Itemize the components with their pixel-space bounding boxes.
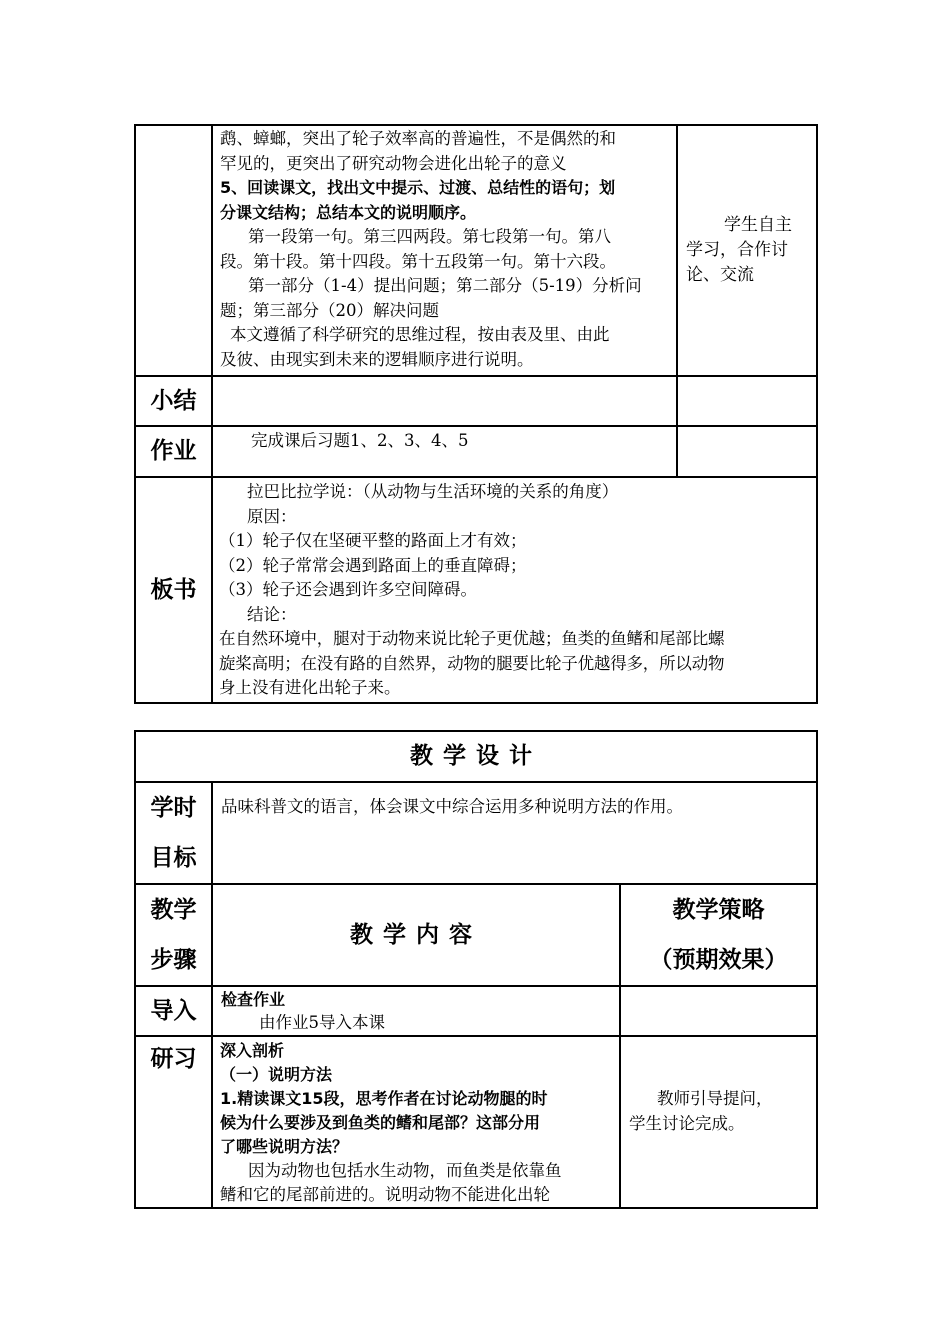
homework-strategy-cell (677, 426, 817, 477)
study-question: 1.精读课文15段，思考作者在讨论动物腿的时 (220, 1089, 548, 1108)
strategy-cell (677, 125, 817, 376)
teaching-design-table (134, 730, 818, 1209)
content-line: 段。第十段。第十四段。第十五段第一句。第十六段。 (220, 251, 616, 271)
steps-label (135, 884, 212, 986)
strategy-header (620, 884, 817, 986)
board-line: 原因： (247, 506, 297, 526)
homework-cell (212, 426, 677, 477)
content-line: 及彼、由现实到未来的逻辑顺序进行说明。 (220, 349, 534, 369)
goal-text: 品味科普文的语言，体会课文中综合运用多种说明方法的作用。 (221, 797, 683, 816)
content-line: 第一部分（1-4）提出问题；第二部分（5-19）分析问 (248, 276, 642, 295)
board-cell (212, 477, 817, 703)
lesson-table-continued (134, 124, 818, 704)
task-heading: 分课文结构；总结本文的说明顺序。 (220, 202, 477, 222)
study-cell (212, 1036, 620, 1208)
strategy-line: 学习，合作讨 (686, 240, 788, 260)
study-answer: 因为动物也包括水生动物，而鱼类是依靠鱼 (248, 1161, 562, 1180)
board-line: （3）轮子还会遇到许多空间障碍。 (219, 580, 477, 599)
content-line: 题；第三部分（20）解决问题 (220, 300, 439, 320)
goal-cell (212, 782, 817, 884)
board-line: 在自然环境中，腿对于动物来说比轮子更优越；鱼类的鱼鳍和尾部比螺 (219, 629, 725, 648)
intro-text: 由作业5导入本课 (259, 1013, 385, 1032)
summary-label: 小结 (135, 376, 212, 426)
content-line: 本文遵循了科学研究的思维过程，按由表及里、由此 (230, 325, 610, 344)
strategy-header-line: 教学策略 (672, 897, 765, 923)
study-label: 研习 (135, 1036, 212, 1208)
goal-label-line: 学时 (150, 795, 197, 821)
steps-label-line: 教学 (150, 897, 197, 923)
study-question: 候为什么要涉及到鱼类的鳍和尾部？这部分用 (220, 1113, 541, 1132)
content-cell (212, 125, 677, 376)
summary-cell (212, 376, 677, 426)
content-header: 教学内容 (212, 884, 620, 986)
intro-label: 导入 (135, 986, 212, 1036)
strategy-line: 学生自主 (724, 215, 792, 235)
content-line: 罕见的，更突出了研究动物会进化出轮子的意义 (220, 153, 567, 173)
task-heading: 5、回读课文，找出文中提示、过渡、总结性的语句；划 (220, 178, 616, 197)
summary-strategy-cell (677, 376, 817, 426)
study-answer: 鳍和它的尾部前进的。说明动物不能进化出轮 (220, 1185, 550, 1204)
study-strategy-line: 学生讨论完成。 (629, 1113, 745, 1133)
step-label-empty (135, 125, 212, 376)
study-strategy-cell (620, 1036, 817, 1208)
homework-label: 作业 (135, 426, 212, 477)
intro-strategy-cell (620, 986, 817, 1036)
strategy-header-line: （预期效果） (649, 947, 788, 973)
goal-label (135, 782, 212, 884)
section-title: 教学设计 (135, 731, 817, 782)
board-line: 拉巴比拉学说：（从动物与生活环境的关系的角度） (247, 482, 619, 501)
study-question: 了哪些说明方法？ (220, 1137, 349, 1156)
board-line: 身上没有进化出轮子来。 (219, 678, 401, 697)
board-label: 板书 (135, 477, 212, 703)
board-line: 旋桨高明；在没有路的自然界，动物的腿要比轮子优越得多，所以动物 (219, 653, 725, 673)
study-subheading: （一）说明方法 (220, 1065, 333, 1084)
homework-text: 完成课后习题1、2、3、4、5 (251, 431, 469, 450)
intro-cell (212, 986, 620, 1036)
steps-label-line: 步骤 (150, 947, 197, 973)
goal-label-line: 目标 (150, 845, 197, 871)
content-line: 第一段第一句。第三四两段。第七段第一句。第八 (248, 227, 611, 246)
intro-heading: 检查作业 (221, 990, 286, 1009)
study-strategy-line: 教师引导提问， (657, 1089, 773, 1108)
board-line: 结论： (247, 604, 297, 624)
board-line: （1）轮子仅在坚硬平整的路面上才有效； (219, 531, 527, 550)
board-line: （2）轮子常常会遇到路面上的垂直障碍； (219, 555, 527, 575)
strategy-line: 论、交流 (686, 265, 754, 285)
study-heading: 深入剖析 (220, 1041, 285, 1060)
content-line: 鹉、蟑螂，突出了轮子效率高的普遍性，不是偶然的和 (220, 129, 616, 148)
